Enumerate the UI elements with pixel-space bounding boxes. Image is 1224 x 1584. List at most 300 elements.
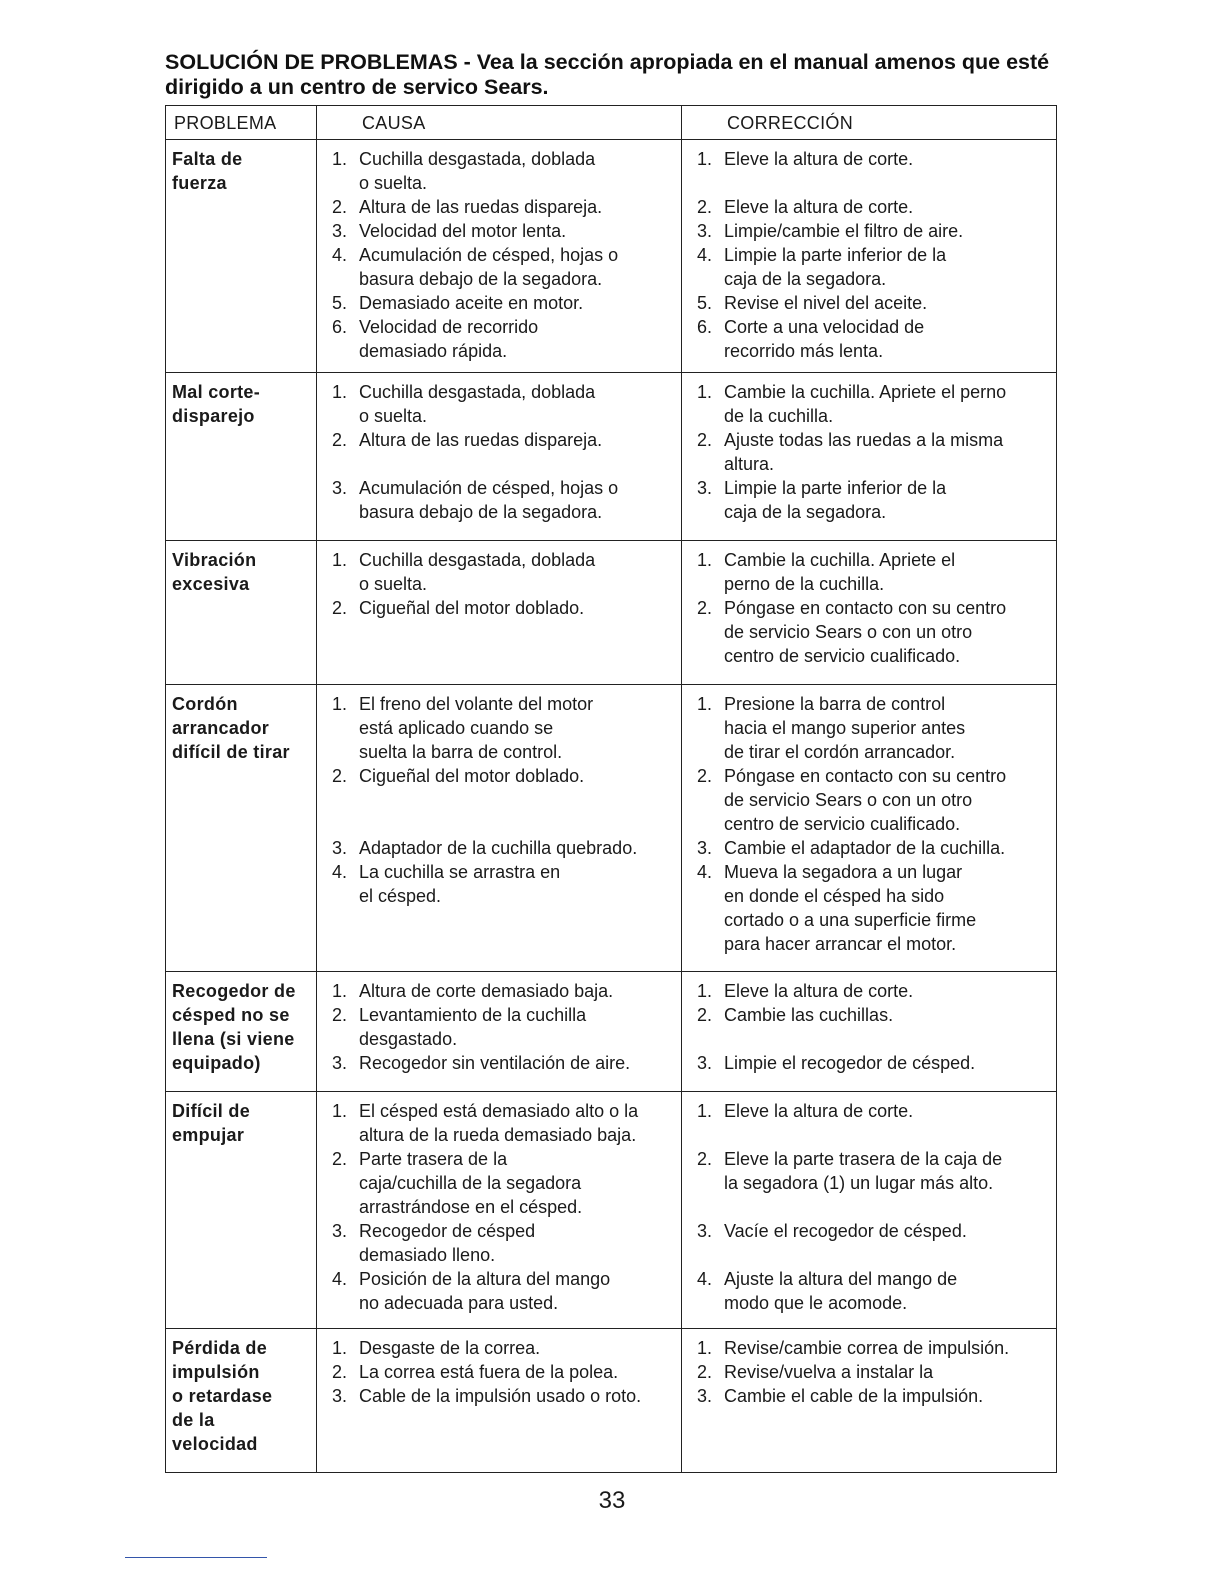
item-text: altura. — [724, 454, 775, 474]
correccion-line — [682, 596, 1056, 620]
item-text: Presione la barra de control — [724, 694, 946, 714]
table-row — [166, 373, 1057, 541]
correccion-line — [682, 1003, 1056, 1027]
causa-line — [317, 884, 681, 908]
correccion-line — [682, 620, 1056, 644]
item-number: 1. — [696, 981, 712, 1001]
item-text: desgastado. — [359, 1029, 458, 1049]
item-text: caja/cuchilla de la segadora — [359, 1173, 582, 1193]
item-number — [682, 620, 724, 644]
correccion-cell — [682, 1329, 1057, 1473]
correccion-line — [682, 171, 1056, 195]
problem-line: disparejo — [172, 406, 255, 426]
item-number: 2. — [696, 766, 712, 786]
item-number: 2. — [331, 197, 347, 217]
item-text: Eleve la altura de corte. — [724, 149, 914, 169]
item-text: demasiado lleno. — [359, 1245, 496, 1265]
item-number: 2. — [696, 1005, 712, 1025]
correccion-line — [682, 291, 1056, 315]
item-text: Recogedor de césped — [359, 1221, 536, 1241]
item-text: cortado o a una superficie firme — [724, 910, 977, 930]
item-number — [682, 932, 724, 956]
item-number: 1. — [331, 550, 347, 570]
causa-cell — [317, 1329, 682, 1473]
item-text: Cambie las cuchillas. — [724, 1005, 894, 1025]
causa-line — [317, 860, 681, 884]
item-number — [682, 908, 724, 932]
item-number: 1. — [331, 382, 347, 402]
item-number: 1. — [696, 694, 712, 714]
item-text: Eleve la altura de corte. — [724, 981, 914, 1001]
problem-line: empujar — [172, 1125, 245, 1145]
item-number — [682, 1027, 724, 1051]
item-text: Cambie la cuchilla. Apriete el — [724, 550, 956, 570]
item-number: 3. — [331, 478, 347, 498]
item-text: Cambie el adaptador de la cuchilla. — [724, 838, 1006, 858]
item-text: Velocidad de recorrido — [359, 317, 539, 337]
item-number: 6. — [331, 317, 347, 337]
item-text: hacia el mango superior antes — [724, 718, 966, 738]
item-text: Ajuste todas las ruedas a la misma — [724, 430, 1004, 450]
item-text: Ajuste la altura del mango de — [724, 1269, 958, 1289]
item-number: 3. — [696, 1053, 712, 1073]
correccion-line — [682, 812, 1056, 836]
problem-cell — [166, 685, 317, 972]
item-number — [682, 452, 724, 476]
item-number — [317, 1195, 359, 1219]
item-text: Revise el nivel del aceite. — [724, 293, 928, 313]
item-number — [317, 452, 359, 476]
table-row — [166, 972, 1057, 1092]
item-text: no adecuada para usted. — [359, 1293, 559, 1313]
problem-cell — [166, 373, 317, 541]
item-text: basura debajo de la segadora. — [359, 269, 603, 289]
correccion-line — [682, 476, 1056, 500]
item-number: 1. — [696, 382, 712, 402]
item-text: perno de la cuchilla. — [724, 574, 885, 594]
item-number — [682, 267, 724, 291]
item-text: Corte a una velocidad de — [724, 317, 925, 337]
item-text: Limpie la parte inferior de la — [724, 478, 947, 498]
item-number — [317, 1123, 359, 1147]
item-number: 1. — [696, 1338, 712, 1358]
item-text: Cambie el cable de la impulsión. — [724, 1386, 984, 1406]
problem-line: Falta de — [172, 149, 243, 169]
correccion-line — [682, 1219, 1056, 1243]
item-number: 5. — [331, 293, 347, 313]
item-text: basura debajo de la segadora. — [359, 502, 603, 522]
item-number — [682, 1171, 724, 1195]
item-text: el césped. — [359, 886, 442, 906]
correccion-line — [682, 452, 1056, 476]
item-number — [682, 1243, 724, 1267]
causa-line — [317, 1123, 681, 1147]
causa-line — [317, 979, 681, 1003]
correccion-line — [682, 1171, 1056, 1195]
correccion-line — [682, 428, 1056, 452]
item-number: 3. — [331, 1386, 347, 1406]
item-text: Altura de las ruedas dispareja. — [359, 430, 603, 450]
item-number — [682, 788, 724, 812]
problem-line: fuerza — [172, 173, 227, 193]
problem-line: impulsión — [172, 1362, 260, 1382]
item-number: 2. — [696, 1149, 712, 1169]
correccion-line — [682, 1195, 1056, 1219]
correccion-line — [682, 788, 1056, 812]
correccion-line — [682, 500, 1056, 524]
item-number: 2. — [331, 1362, 347, 1382]
causa-line — [317, 243, 681, 267]
footer-rule — [125, 1557, 267, 1558]
header-causa: CAUSA — [317, 106, 682, 140]
problem-cell — [166, 972, 317, 1092]
item-text: Póngase en contacto con su centro — [724, 766, 1007, 786]
problem-line: césped no se — [172, 1005, 290, 1025]
item-number — [317, 1291, 359, 1315]
header-correccion: CORRECCIÓN — [682, 106, 1057, 140]
item-number: 2. — [331, 598, 347, 618]
item-text: Cuchilla desgastada, doblada — [359, 149, 596, 169]
causa-line — [317, 219, 681, 243]
problem-line: Mal corte- — [172, 382, 261, 402]
causa-line — [317, 1171, 681, 1195]
causa-line — [317, 548, 681, 572]
item-number: 4. — [696, 862, 712, 882]
item-number — [682, 740, 724, 764]
causa-line — [317, 572, 681, 596]
item-text: Cuchilla desgastada, doblada — [359, 382, 596, 402]
item-number — [317, 884, 359, 908]
item-number: 4. — [696, 1269, 712, 1289]
item-text: de la cuchilla. — [724, 406, 834, 426]
causa-line — [317, 195, 681, 219]
causa-line — [317, 596, 681, 620]
correccion-line — [682, 932, 1056, 956]
item-text: Eleve la parte trasera de la caja de — [724, 1149, 1003, 1169]
item-text: recorrido más lenta. — [724, 341, 884, 361]
item-text: Póngase en contacto con su centro — [724, 598, 1007, 618]
correccion-line — [682, 1267, 1056, 1291]
correccion-line — [682, 1360, 1056, 1384]
item-number — [682, 1195, 724, 1219]
causa-line — [317, 1195, 681, 1219]
problem-cell — [166, 1329, 317, 1473]
item-number — [317, 716, 359, 740]
table-row — [166, 1092, 1057, 1329]
correccion-line — [682, 1099, 1056, 1123]
causa-cell — [317, 541, 682, 685]
causa-line — [317, 1027, 681, 1051]
causa-line — [317, 500, 681, 524]
correccion-line — [682, 1051, 1056, 1075]
correccion-line — [682, 380, 1056, 404]
item-text: de servicio Sears o con un otro — [724, 790, 973, 810]
correccion-line — [682, 740, 1056, 764]
correccion-cell — [682, 685, 1057, 972]
correccion-line — [682, 1336, 1056, 1360]
item-text: El freno del volante del motor — [359, 694, 594, 714]
item-number — [682, 716, 724, 740]
item-number: 1. — [331, 1101, 347, 1121]
causa-line — [317, 1219, 681, 1243]
problem-cell — [166, 140, 317, 373]
item-text: La cuchilla se arrastra en — [359, 862, 561, 882]
item-text: Demasiado aceite en motor. — [359, 293, 584, 313]
item-number: 1. — [331, 1338, 347, 1358]
item-number — [317, 500, 359, 524]
causa-line — [317, 740, 681, 764]
problem-line: de la — [172, 1410, 215, 1430]
item-number — [317, 572, 359, 596]
item-text: Recogedor sin ventilación de aire. — [359, 1053, 631, 1073]
item-text: Parte trasera de la — [359, 1149, 508, 1169]
item-text: altura de la rueda demasiado baja. — [359, 1125, 637, 1145]
correccion-cell — [682, 972, 1057, 1092]
item-text: Acumulación de césped, hojas o — [359, 245, 619, 265]
problem-line: Difícil de — [172, 1101, 251, 1121]
table-header-row — [166, 106, 1057, 140]
page-title: SOLUCIÓN DE PROBLEMAS - Vea la sección apropiada en el manual amenos que esté dirigido a un centro de servico Sears. — [165, 50, 1050, 99]
causa-line — [317, 1360, 681, 1384]
item-text: en donde el césped ha sido — [724, 886, 945, 906]
correccion-line — [682, 908, 1056, 932]
item-text: modo que le acomode. — [724, 1293, 908, 1313]
item-number: 2. — [696, 1362, 712, 1382]
item-number: 1. — [696, 1101, 712, 1121]
item-text: Cable de la impulsión usado o roto. — [359, 1386, 642, 1406]
item-text: El césped está demasiado alto o la — [359, 1101, 639, 1121]
correccion-line — [682, 860, 1056, 884]
correccion-line — [682, 548, 1056, 572]
item-number — [317, 740, 359, 764]
item-text: Adaptador de la cuchilla quebrado. — [359, 838, 638, 858]
item-number — [317, 339, 359, 363]
item-number: 2. — [331, 766, 347, 786]
problem-line: Recogedor de — [172, 981, 296, 1001]
item-number — [317, 1027, 359, 1051]
item-number: 4. — [331, 1269, 347, 1289]
item-number — [682, 339, 724, 363]
correccion-cell — [682, 1092, 1057, 1329]
item-text: de servicio Sears o con un otro — [724, 622, 973, 642]
item-text: Levantamiento de la cuchilla — [359, 1005, 587, 1025]
correccion-line — [682, 1147, 1056, 1171]
correccion-line — [682, 884, 1056, 908]
correccion-line — [682, 764, 1056, 788]
item-number: 1. — [331, 694, 347, 714]
causa-line — [317, 1003, 681, 1027]
causa-line — [317, 1099, 681, 1123]
correccion-line — [682, 1027, 1056, 1051]
causa-line — [317, 812, 681, 836]
item-text: Mueva la segadora a un lugar — [724, 862, 963, 882]
causa-line — [317, 1147, 681, 1171]
item-text: para hacer arrancar el motor. — [724, 934, 957, 954]
causa-cell — [317, 972, 682, 1092]
item-number: 2. — [331, 430, 347, 450]
problem-cell — [166, 541, 317, 685]
table-row — [166, 1329, 1057, 1473]
causa-line — [317, 315, 681, 339]
correccion-line — [682, 644, 1056, 668]
correccion-line — [682, 572, 1056, 596]
causa-line — [317, 291, 681, 315]
item-text: Limpie el recogedor de césped. — [724, 1053, 976, 1073]
item-number: 4. — [331, 245, 347, 265]
problem-line: Vibración — [172, 550, 257, 570]
item-text: Cuchilla desgastada, doblada — [359, 550, 596, 570]
item-number — [317, 404, 359, 428]
troubleshooting-table — [165, 105, 1057, 1473]
correccion-line — [682, 1123, 1056, 1147]
item-text: centro de servicio cualificado. — [724, 814, 961, 834]
item-number: 6. — [696, 317, 712, 337]
causa-line — [317, 1336, 681, 1360]
correccion-line — [682, 979, 1056, 1003]
causa-line — [317, 452, 681, 476]
problem-cell — [166, 1092, 317, 1329]
causa-line — [317, 764, 681, 788]
item-number: 5. — [696, 293, 712, 313]
item-text: la segadora (1) un lugar más alto. — [724, 1173, 994, 1193]
item-text: Cigueñal del motor doblado. — [359, 598, 585, 618]
problem-line: Pérdida de — [172, 1338, 268, 1358]
problem-line: arrancador — [172, 718, 270, 738]
causa-line — [317, 1243, 681, 1267]
correccion-cell — [682, 373, 1057, 541]
item-text: Velocidad del motor lenta. — [359, 221, 567, 241]
causa-line — [317, 1051, 681, 1075]
item-text: o suelta. — [359, 173, 428, 193]
item-text: o suelta. — [359, 574, 428, 594]
item-number — [682, 572, 724, 596]
item-text: o suelta. — [359, 406, 428, 426]
causa-line — [317, 404, 681, 428]
item-text: Limpie/cambie el filtro de aire. — [724, 221, 964, 241]
problem-line: llena (si viene — [172, 1029, 295, 1049]
causa-line — [317, 788, 681, 812]
causa-line — [317, 428, 681, 452]
causa-line — [317, 380, 681, 404]
item-text: Eleve la altura de corte. — [724, 1101, 914, 1121]
item-text: centro de servicio cualificado. — [724, 646, 961, 666]
item-number: 2. — [696, 598, 712, 618]
correccion-line — [682, 219, 1056, 243]
item-number — [317, 267, 359, 291]
item-number: 1. — [696, 550, 712, 570]
item-text: demasiado rápida. — [359, 341, 508, 361]
item-number: 3. — [331, 221, 347, 241]
item-number: 2. — [331, 1005, 347, 1025]
table-row — [166, 541, 1057, 685]
correccion-line — [682, 267, 1056, 291]
item-number: 4. — [696, 245, 712, 265]
correccion-line — [682, 195, 1056, 219]
correccion-line — [682, 716, 1056, 740]
correccion-cell — [682, 140, 1057, 373]
item-number: 3. — [696, 1221, 712, 1241]
item-number: 1. — [331, 981, 347, 1001]
item-text: caja de la segadora. — [724, 269, 887, 289]
causa-cell — [317, 373, 682, 541]
item-number — [682, 404, 724, 428]
item-text: Altura de las ruedas dispareja. — [359, 197, 603, 217]
table-row — [166, 140, 1057, 373]
item-text: Posición de la altura del mango — [359, 1269, 611, 1289]
item-number: 2. — [696, 430, 712, 450]
causa-line — [317, 476, 681, 500]
table-row — [166, 685, 1057, 972]
item-text: suelta la barra de control. — [359, 742, 563, 762]
item-text: Cigueñal del motor doblado. — [359, 766, 585, 786]
causa-line — [317, 716, 681, 740]
item-number — [317, 171, 359, 195]
item-number: 4. — [331, 862, 347, 882]
item-number — [682, 500, 724, 524]
item-text: de tirar el cordón arrancador. — [724, 742, 956, 762]
causa-line — [317, 1267, 681, 1291]
causa-line — [317, 147, 681, 171]
item-text: arrastrándose en el césped. — [359, 1197, 583, 1217]
causa-cell — [317, 685, 682, 972]
correccion-line — [682, 1291, 1056, 1315]
item-number — [682, 171, 724, 195]
item-number — [682, 812, 724, 836]
correccion-cell — [682, 541, 1057, 685]
correccion-line — [682, 836, 1056, 860]
causa-line — [317, 171, 681, 195]
correccion-line — [682, 1384, 1056, 1408]
item-text: Eleve la altura de corte. — [724, 197, 914, 217]
correccion-line — [682, 404, 1056, 428]
problem-line: excesiva — [172, 574, 250, 594]
item-number: 3. — [331, 838, 347, 858]
correccion-line — [682, 147, 1056, 171]
causa-line — [317, 339, 681, 363]
item-number: 1. — [696, 149, 712, 169]
item-number — [682, 884, 724, 908]
item-number — [317, 1243, 359, 1267]
item-number — [682, 644, 724, 668]
item-number — [317, 1171, 359, 1195]
problem-line: o retardase — [172, 1386, 273, 1406]
correccion-line — [682, 315, 1056, 339]
correccion-line — [682, 1243, 1056, 1267]
correccion-line — [682, 243, 1056, 267]
causa-cell — [317, 1092, 682, 1329]
item-number: 3. — [696, 478, 712, 498]
causa-line — [317, 1291, 681, 1315]
item-text: Limpie la parte inferior de la — [724, 245, 947, 265]
header-problema: PROBLEMA — [166, 106, 317, 140]
item-number: 3. — [331, 1221, 347, 1241]
item-number: 1. — [331, 149, 347, 169]
item-number: 3. — [696, 221, 712, 241]
problem-line: velocidad — [172, 1434, 258, 1454]
problem-line: difícil de tirar — [172, 742, 290, 762]
item-number: 3. — [696, 838, 712, 858]
item-text: Cambie la cuchilla. Apriete el perno — [724, 382, 1007, 402]
item-text: Vacíe el recogedor de césped. — [724, 1221, 967, 1241]
correccion-line — [682, 692, 1056, 716]
causa-line — [317, 267, 681, 291]
item-number — [317, 788, 359, 812]
item-number — [682, 1123, 724, 1147]
item-text: La correa está fuera de la polea. — [359, 1362, 619, 1382]
page-number: 33 — [598, 1487, 626, 1514]
item-number — [682, 1291, 724, 1315]
problem-line: Cordón — [172, 694, 238, 714]
